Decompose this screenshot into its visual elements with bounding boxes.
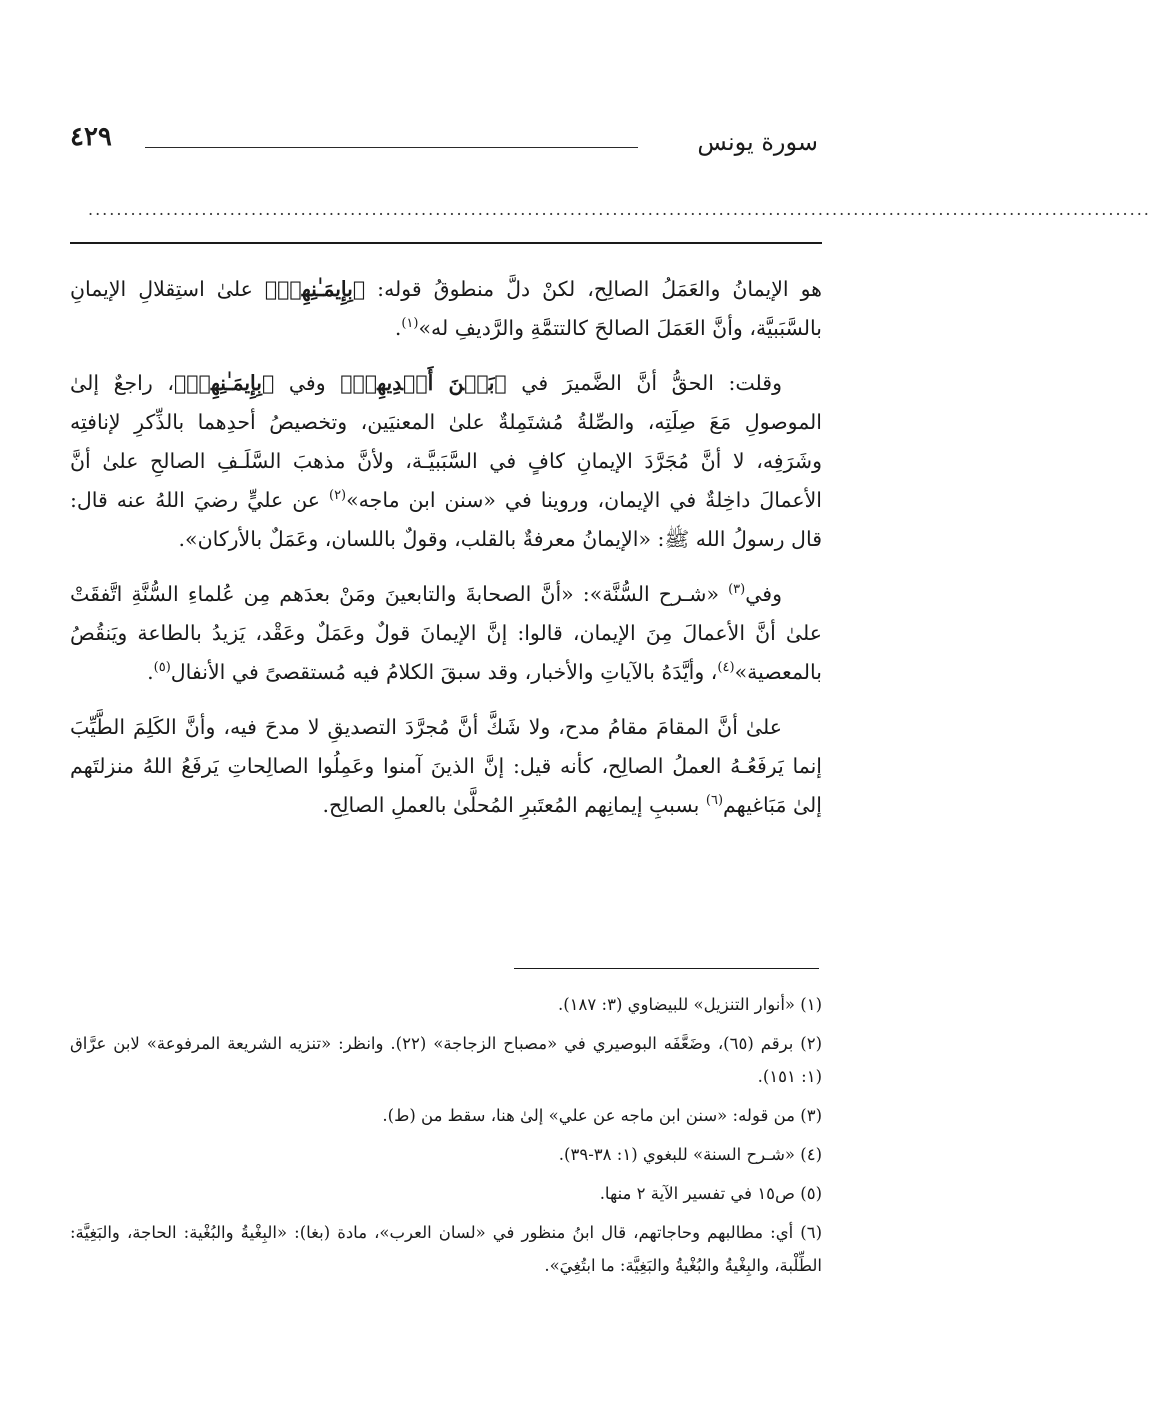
footnote-3: (٣) من قوله: «سنن ابن ماجه عن علي» إلىٰ هنا، سقط من (ط). <box>382 1106 822 1125</box>
footnote-ref[interactable]: (٥) <box>153 660 171 676</box>
footnote-5: (٥) ص١٥ في تفسير الآية ٢ منها. <box>599 1184 822 1203</box>
footnotes <box>70 988 822 1288</box>
quran-quote: ﴿بَيۡنَ أَيۡدِيهِمۡ﴾ <box>340 371 507 395</box>
paragraph-3: وفي$^{(٣)}$ «شـرح السُّنَّة»: «أنَّ الصحابةَ والتابعينَ ومَنْ بعدَهم مِن عُلماءِ السُّنَّةِ اتَّفقَتْ علىٰ أنَّ الأعمالَ مِنَ الإيمان، قالوا: إنَّ الإيمانَ قولٌ وعَمَلٌ وعَقْد، يَزيدُ بالطاعة ويَنقُصُ بالمعصية»$^{(٤)}$، وأيَّدَهُ بالآياتِ والأخبار، وقد سبقَ الكلامُ فيه مُستقصىً في الأنفال$^{(٥)}$. <box>70 582 822 684</box>
footnote-ref[interactable]: (٣) <box>728 582 746 598</box>
surah-name: سورة يونس <box>697 128 818 156</box>
quran-quote: ﴿بِإِيمَـٰنِهِمۡ﴾ <box>173 371 275 395</box>
dotted-separator: ...................................................................................................................................................... <box>88 200 1151 219</box>
footnote-ref[interactable]: (٦) <box>705 793 724 809</box>
footnote-6: (٦) أي: مطالبهم وحاجاتهم، قال ابنُ منظور في «لسان العرب»، مادة (بغا): «البِغْيةُ والبُغْية: الحاجة، والبَغِيَّة: الطِّلْبة، والبِغْيةُ والبُغْيةُ والبَغِيَّة: ما ابتُغِيَ». <box>70 1223 822 1275</box>
footnote-ref[interactable]: (١) <box>401 316 419 332</box>
footnote-ref[interactable]: (٢) <box>328 488 347 504</box>
footnote-2: (٢) برقم (٦٥)، وضَعَّفَه البوصيري في «مصباح الزجاجة» (٢٢). وانظر: «تنزيه الشريعة المرفوعة» لابن عرَّاق (١: ١٥١). <box>70 1034 822 1086</box>
footnote-1: (١) «أنوار التنزيل» للبيضاوي (٣: ١٨٧). <box>557 995 822 1014</box>
quran-quote: ﴿بِإِيمَـٰنِهِمۡ﴾ <box>264 277 366 301</box>
paragraph-4: علىٰ أنَّ المقامَ مقامُ مدح، ولا شَكَّ أنَّ مُجرَّدَ التصديقِ لا مدحَ فيه، وأنَّ الكَلِمَ الطَّيِّبَ إنما يَرفَعُـهُ العملُ الصالِح، كأنه قيل: إنَّ الذينَ آمنوا وعَمِلُوا الصالِحاتِ يَرفَعُ اللهُ منزلتَهم إلىٰ مَبَاغيهم$^{(٦)}$ بسببِ إيمانِهم المُعتَبرِ المُحلَّىٰ بالعملِ الصالِح. <box>70 715 822 817</box>
footnote-ref[interactable]: (٤) <box>717 660 735 676</box>
page-number: ٤٢٩ <box>70 122 112 152</box>
main-text <box>70 270 822 841</box>
footnote-rule <box>514 968 819 969</box>
page-header <box>70 122 818 166</box>
paragraph-2: وقلت: الحقُّ أنَّ الضَّميرَ في ﴿بَيۡنَ أَيۡدِيهِمۡ﴾ وفي ﴿بِإِيمَـٰنِهِمۡ﴾، راجعٌ إلىٰ الموصولِ مَعَ صِلَتِه، والصِّلةُ مُشتَمِلةٌ علىٰ المعنيَين، وتخصيصُ أحدِهما بالذِّكرِ لإنافتِه وشَرَفِه، لا أنَّ مُجَرَّدَ الإيمانِ كافٍ في السَّبَبيَّـة، ولأنَّ مذهبَ السَّلَـفِ الصالحِ علىٰ أنَّ الأعمالَ داخِلةٌ في الإيمان، وروينا في «سنن ابن ماجه»$^{(٢)}$ عن عليٍّ رضيَ اللهُ عنه قال: قال رسولُ الله ﷺ: «الإيمانُ معرفةٌ بالقلب، وقولٌ باللسان، وعَمَلٌ بالأركان». <box>70 371 822 551</box>
paragraph-1: هو الإيمانُ والعَمَلُ الصالِح، لكنْ دلَّ منطوقُ قوله: ﴿بِإِيمَـٰنِهِمۡ﴾ علىٰ استِقلالِ الإيمانِ بالسَّبَبيَّة، وأنَّ العَمَلَ الصالحَ كالتتمَّةِ والرَّديفِ له»$^{(١)}$. <box>70 277 822 340</box>
top-rule <box>70 242 822 244</box>
footnote-4: (٤) «شـرح السنة» للبغوي (١: ٣٨-٣٩). <box>558 1145 822 1164</box>
header-rule <box>145 147 638 148</box>
